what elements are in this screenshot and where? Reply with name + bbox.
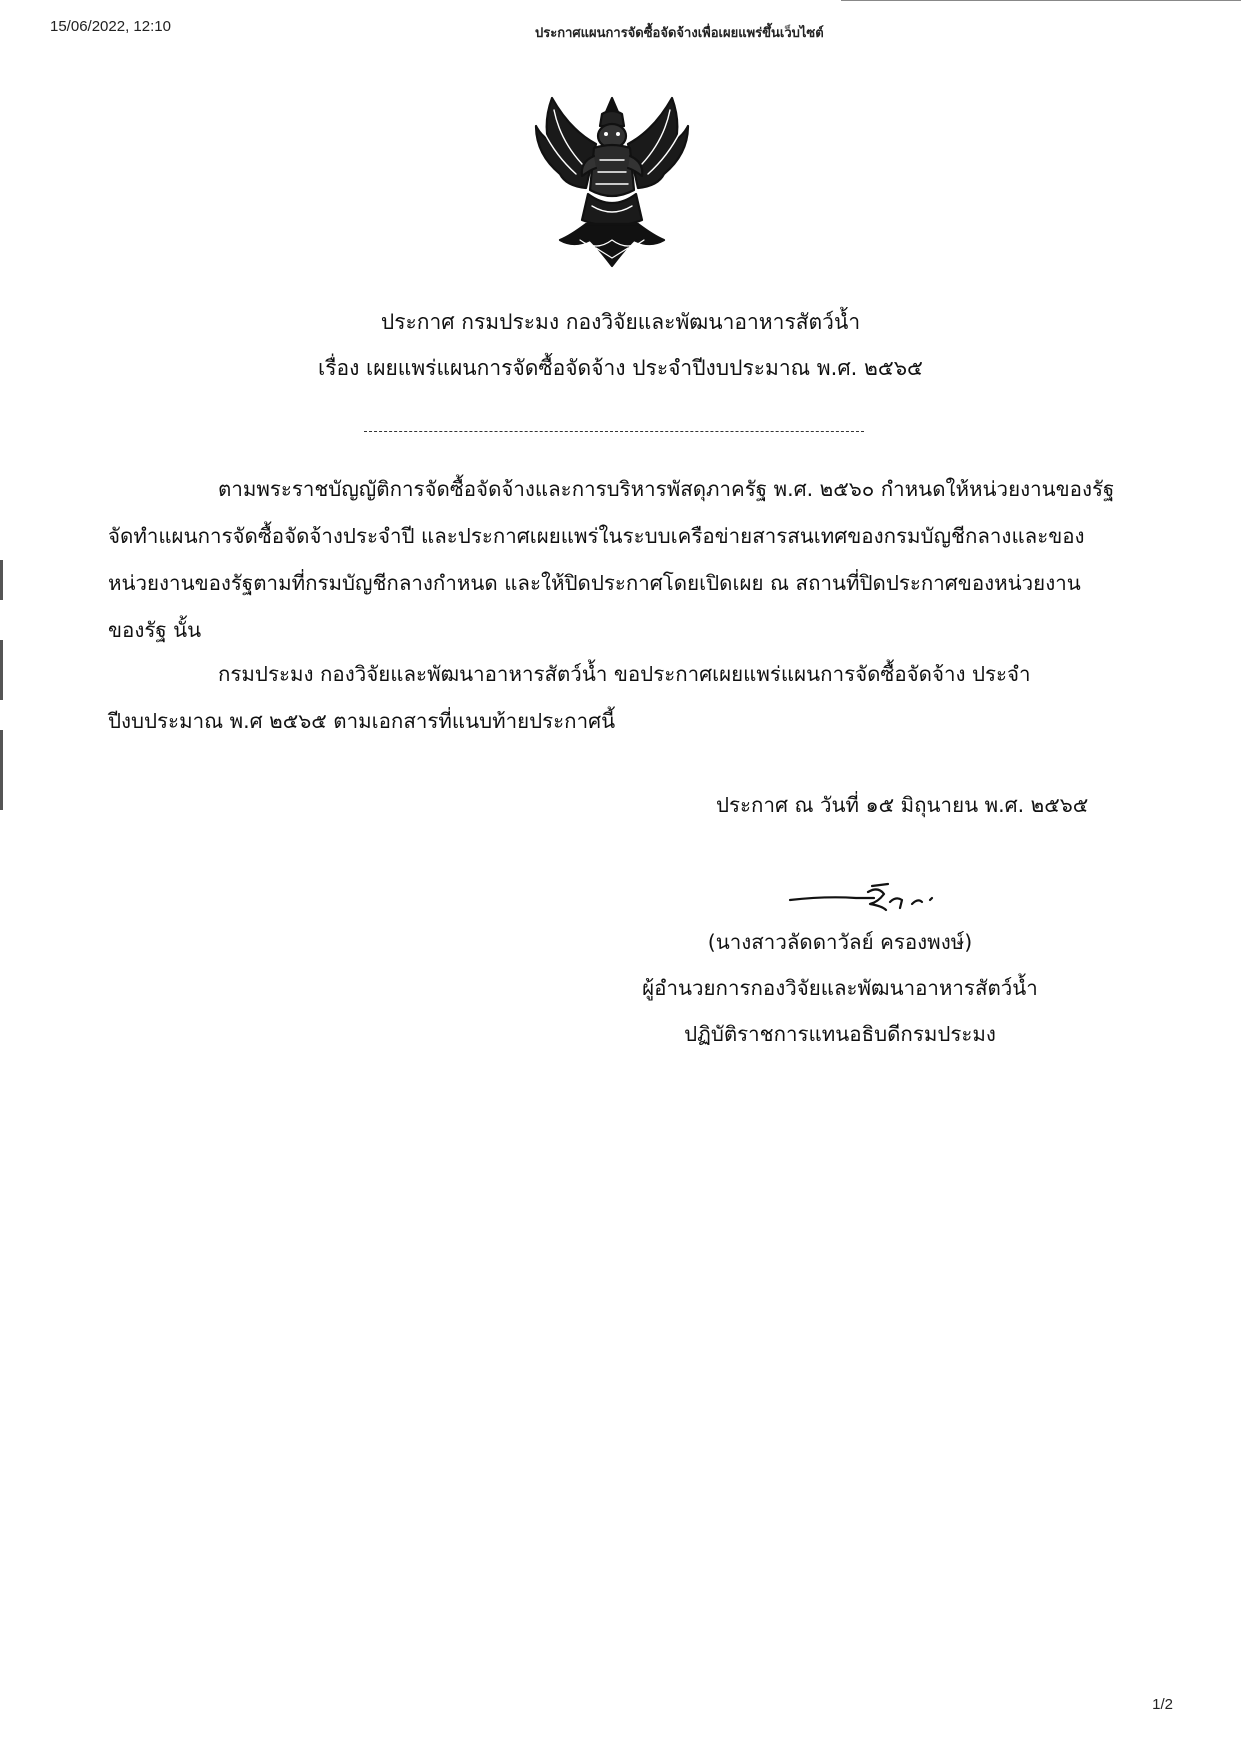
print-header-title: ประกาศแผนการจัดซื้อจัดจ้างเพื่อเผยแพร่ขึ้นเว็บไซต์ [535,26,824,41]
signatory-acting-position: ปฏิบัติราชการแทนอธิบดีกรมประมง [684,1022,996,1046]
paragraph-line: กรมประมง กองวิจัยและพัฒนาอาหารสัตว์น้ำ ขอประกาศเผยแพร่แผนการจัดซื้อจัดจ้าง ประจำ [218,662,1031,686]
signatory-name: (นางสาวลัดดาวัลย์ ครองพงษ์) [707,930,973,954]
paragraph-line: จัดทำแผนการจัดซื้อจัดจ้างประจำปี และประกาศเผยแพร่ในระบบเครือข่ายสารสนเทศของกรมบัญชีกลางและของ [108,524,1085,548]
announcement-date: ประกาศ ณ วันที่ ๑๕ มิถุนายน พ.ศ. ๒๕๖๕ [716,793,1089,817]
paragraph-line: ของรัฐ นั้น [108,618,202,642]
scan-edge-mark [0,640,3,700]
scan-edge-mark [0,730,3,810]
page-number: 1/2 [1152,1696,1173,1713]
paragraph-line: ปีงบประมาณ พ.ศ ๒๕๖๕ ตามเอกสารที่แนบท้ายประกาศนี้ [108,709,616,733]
signatory-position: ผู้อำนวยการกองวิจัยและพัฒนาอาหารสัตว์น้ำ [642,976,1038,1000]
paragraph-line: หน่วยงานของรัฐตามที่กรมบัญชีกลางกำหนด และให้ปิดประกาศโดยเปิดเผย ณ สถานที่ปิดประกาศของหน่วยงาน [108,571,1081,595]
body-paragraph-2 [108,651,1118,745]
handwritten-signature-icon [786,880,966,920]
scan-edge-mark [0,560,3,600]
body-paragraph-1 [108,466,1118,654]
scan-edge-top [841,0,1241,1]
paragraph-line: ตามพระราชบัญญัติการจัดซื้อจัดจ้างและการบริหารพัสดุภาครัฐ พ.ศ. ๒๕๖๐ กำหนดให้หน่วยงานของรัฐ [218,477,1115,501]
print-datetime: 15/06/2022, 12:10 [50,18,171,35]
announcement-subject: เรื่อง เผยแพร่แผนการจัดซื้อจัดจ้าง ประจำปีงบประมาณ พ.ศ. ๒๕๖๕ [318,356,923,380]
announcement-title: ประกาศ กรมประมง กองวิจัยและพัฒนาอาหารสัตว์น้ำ [380,310,861,334]
title-divider [364,431,864,432]
garuda-emblem-icon [530,90,695,270]
